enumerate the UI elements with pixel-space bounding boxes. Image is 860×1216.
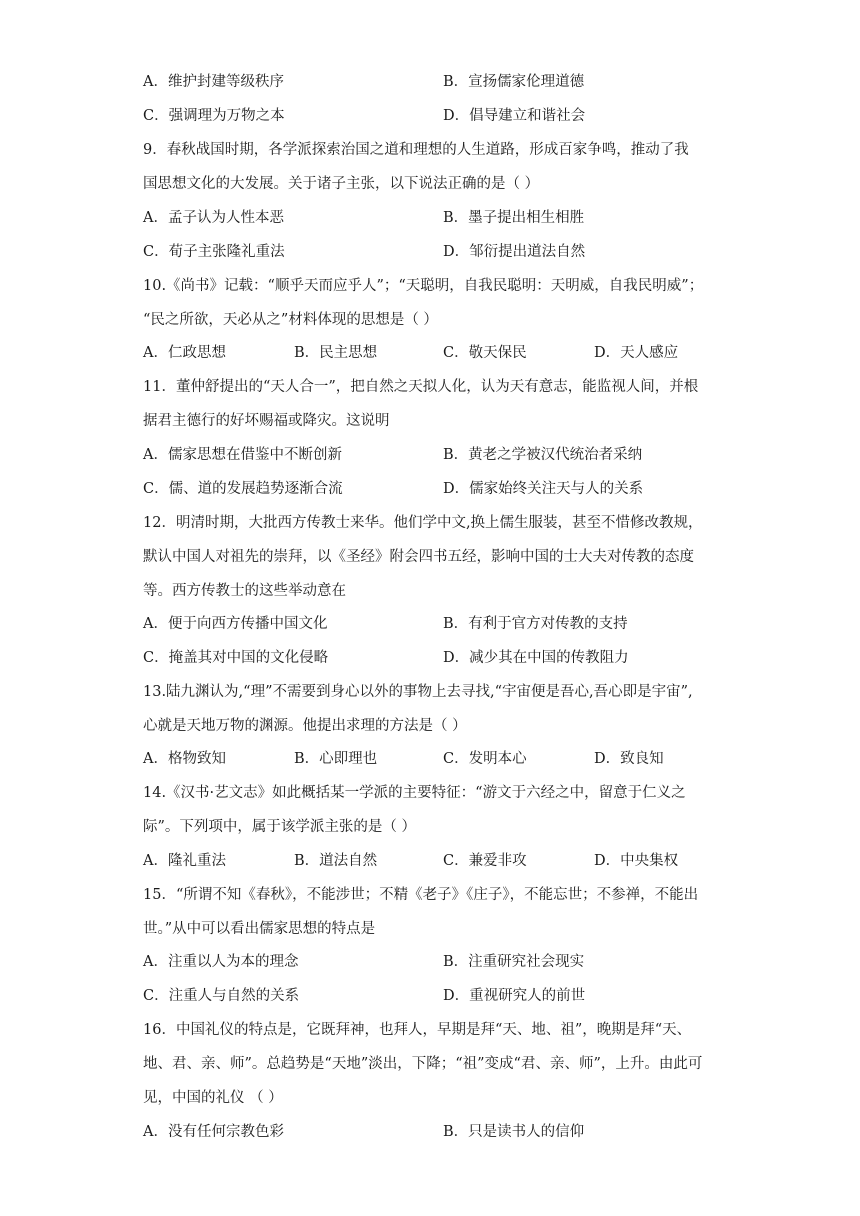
q9-option-c: C．荀子主张隆礼重法 (143, 244, 285, 260)
q9-option-b: B．墨子提出相生相胜 (443, 210, 585, 226)
q16-stem-line-2: 地、君、亲、师”。总趋势是“天地”淡出，下降；“祖”变成“君、亲、师”，上升。由此可 (143, 1056, 703, 1072)
q10-stem-line-1: 10.《尚书》记载：“顺乎天而应乎人”；“天聪明，自我民聪明：天明威，自我民明威”； (143, 278, 704, 294)
q8-option-c: C．强调理为万物之本 (143, 108, 285, 124)
q13-stem-line-1: 13.陆九渊认为,“理”不需要到身心以外的事物上去寻找,“宇宙便是吾心,吾心即是宇宙”, (143, 684, 693, 700)
q13-stem-line-2: 心就是天地万物的渊源。他提出求理的方法是（ ） (143, 718, 467, 734)
q10-option-b: B．民主思想 (294, 345, 378, 361)
q16-option-b: B．只是读书人的信仰 (443, 1124, 585, 1140)
q8-option-a: A．维护封建等级秩序 (143, 74, 284, 90)
q14-option-c: C．兼爱非攻 (443, 853, 527, 869)
q9-stem-line-1: 9．春秋战国时期，各学派探索治国之道和理想的人生道路，形成百家争鸣，推动了我 (143, 142, 689, 158)
q10-option-c: C．敬天保民 (443, 345, 527, 361)
q15-option-b: B．注重研究社会现实 (443, 954, 585, 970)
q8-option-b: B．宣扬儒家伦理道德 (443, 74, 585, 90)
q16-stem-line-1: 16．中国礼仪的特点是，它既拜神，也拜人，早期是拜“天、地、祖”，晚期是拜“天、 (143, 1022, 692, 1038)
q12-option-b: B．有利于官方对传教的支持 (443, 616, 628, 632)
q13-option-a: A．格物致知 (143, 751, 226, 767)
q10-option-d: D．天人感应 (594, 345, 679, 361)
q12-option-d: D．减少其在中国的传教阻力 (443, 650, 629, 666)
q14-option-a: A．隆礼重法 (143, 853, 226, 869)
q13-option-b: B．心即理也 (294, 751, 378, 767)
q11-stem-line-1: 11．董仲舒提出的“天人合一”，把自然之天拟人化，认为天有意志，能监视人间，并根 (143, 379, 699, 395)
q11-option-c: C．儒、道的发展趋势逐渐合流 (143, 481, 343, 497)
q13-option-c: C．发明本心 (443, 751, 527, 767)
q10-stem-line-2: “民之所欲，天必从之”材料体现的思想是（ ） (143, 312, 438, 328)
q12-stem-line-2: 默认中国人对祖先的崇拜，以《圣经》附会四书五经，影响中国的士大夫对传教的态度 (143, 549, 694, 565)
q11-option-b: B．黄老之学被汉代统治者采纳 (443, 447, 643, 463)
q15-stem-line-2: 世。”从中可以看出儒家思想的特点是 (143, 921, 376, 937)
q15-option-c: C．注重人与自然的关系 (143, 988, 300, 1004)
q11-option-a: A．儒家思想在借鉴中不断创新 (143, 447, 342, 463)
q16-stem-line-3: 见，中国的礼仪 （ ） (143, 1090, 283, 1106)
q14-option-d: D．中央集权 (594, 853, 679, 869)
q14-option-b: B．道法自然 (294, 853, 378, 869)
q13-option-d: D．致良知 (594, 751, 664, 767)
q11-option-d: D．儒家始终关注天与人的关系 (443, 481, 644, 497)
q10-option-a: A．仁政思想 (143, 345, 226, 361)
q9-option-a: A．孟子认为人性本恶 (143, 210, 284, 226)
q15-option-a: A．注重以人为本的理念 (143, 954, 299, 970)
q12-stem-line-3: 等。西方传教士的这些举动意在 (143, 583, 346, 599)
q12-option-c: C．掩盖其对中国的文化侵略 (143, 650, 329, 666)
q9-stem-line-2: 国思想文化的大发展。关于诸子主张，以下说法正确的是（ ） (143, 176, 540, 192)
q12-stem-line-1: 12．明清时期，大批西方传教士来华。他们学中文,换上儒生服装，甚至不惜修改教规， (143, 515, 703, 531)
q14-stem-line-1: 14.《汉书·艺文志》如此概括某一学派的主要特征：“游文于六经之中，留意于仁义之 (143, 785, 686, 801)
q14-stem-line-2: 际”。下列项中，属于该学派主张的是（ ） (143, 819, 417, 835)
q9-option-d: D．邹衍提出道法自然 (443, 244, 586, 260)
q15-stem-line-1: 15．“所谓不知《春秋》，不能涉世；不精《老子》《庄子》，不能忘世；不参禅，不能出 (143, 887, 699, 903)
q12-option-a: A．便于向西方传播中国文化 (143, 616, 328, 632)
q15-option-d: D．重视研究人的前世 (443, 988, 586, 1004)
q16-option-a: A．没有任何宗教色彩 (143, 1124, 284, 1140)
q11-stem-line-2: 据君主德行的好坏赐福或降灾。这说明 (143, 413, 390, 429)
q8-option-d: D．倡导建立和谐社会 (443, 108, 586, 124)
